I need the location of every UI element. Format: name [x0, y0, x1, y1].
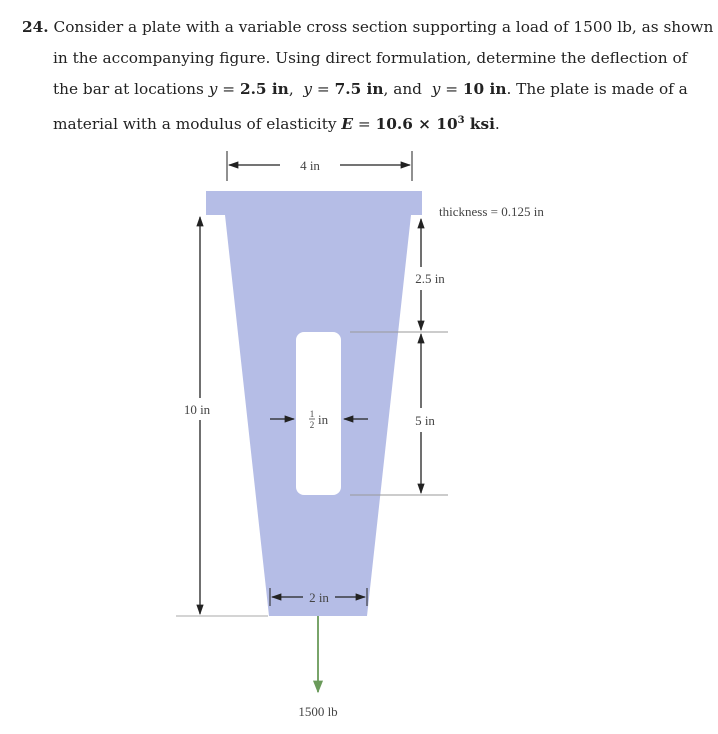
hole-width-num: 1 [309, 409, 315, 419]
problem-line-3: the bar at locations y = 2.5 in, y = 7.5 in, and y = 10 in. The plate is made of a [53, 80, 688, 98]
dim-5-label: 5 in [415, 413, 435, 428]
thickness-label: thickness = 0.125 in [439, 204, 544, 219]
bottom-width-label: 2 in [309, 590, 329, 605]
problem-line-2: in the accompanying figure. Using direct formulation, determine the deflection of [53, 49, 688, 67]
height-label: 10 in [183, 402, 211, 417]
hole-width-label: in [318, 412, 329, 427]
problem-line-4: material with a modulus of elasticity $E = 10.6 \times 10^3$ ksi. [53, 115, 500, 134]
problem-number: 24. [22, 18, 49, 36]
dim-2-5-label: 2.5 in [415, 271, 445, 286]
load-label: 1500 lb [298, 704, 338, 719]
top-width-label: 4 in [300, 158, 320, 173]
hole-width-den: 2 [309, 420, 315, 430]
plate-top-flange [206, 191, 422, 215]
problem-line-1: 24. Consider a plate with a variable cross section supporting a load of 1500 lb, as shown [22, 18, 714, 36]
